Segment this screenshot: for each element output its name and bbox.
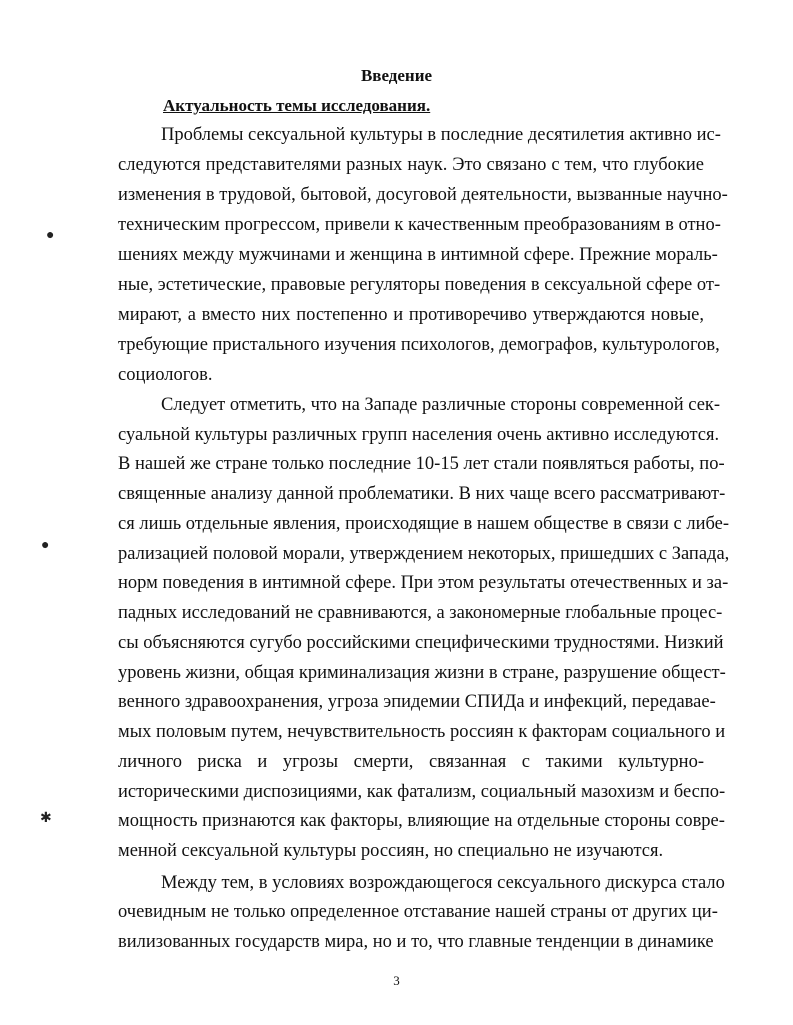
page-number: 3 [393,973,400,988]
text-line: ся лишь отдельные явления, происходящие в нашем обществе в связи с либе- [118,514,730,534]
text-line: уровень жизни, общая криминализация жизни в стране, разрушение общест- [118,663,726,683]
text-line: изменения в трудовой, бытовой, досуговой деятельности, вызванные научно- [118,185,728,205]
page-title: Введение [360,66,433,85]
scan-hole-mark: ● [46,228,55,243]
text-line: Между тем, в условиях возрождающегося сексуального дискурса стало [161,873,725,893]
text-line: падных исследований не сравниваются, а закономерные глобальные процес- [118,603,723,623]
text-line: шениях между мужчинами и женщина в интимной сфере. Прежние мораль- [118,245,718,265]
text-line: Следует отметить, что на Западе различные стороны современной сек- [161,395,721,415]
text-line: личного риска и угрозы смерти, связанная с такими культурно- [118,752,704,772]
text-line: венного здравоохранения, угроза эпидемии СПИДа и инфекций, передавае- [118,692,716,712]
text-line: менной сексуальной культуры россиян, но специально не изучаются. [118,841,664,861]
text-line: сы объясняются сугубо российскими специфическими трудностями. Низкий [118,633,724,653]
text-line: мирают, а вместо них постепенно и противоречиво утверждаются новые, [118,305,704,325]
text-line: мощность признаются как факторы, влияющие на отдельные стороны совре- [118,811,725,831]
text-line: норм поведения в интимной сфере. При этом результаты отечественных и за- [118,573,729,593]
text-line: вилизованных государств мира, но и то, что главные тенденции в динамике [118,932,714,952]
scan-hole-mark: ✱ [40,811,52,826]
scan-hole-mark: ● [41,538,50,553]
text-line: суальной культуры различных групп населения очень активно исследуются. [118,425,720,445]
text-line: ные, эстетические, правовые регуляторы поведения в сексуальной сфере от- [118,275,721,295]
text-line: техническим прогрессом, привели к качественным преобразованиям в отно- [118,215,721,235]
text-line: мых половым путем, нечувствительность россиян к факторам социального и [118,722,726,742]
text-line: рализацией половой морали, утверждением некоторых, пришедших с Запада, [118,544,730,564]
text-line: В нашей же стране только последние 10-15 лет стали появляться работы, по- [118,454,725,474]
section-heading: Актуальность темы исследования. [163,96,431,115]
text-line: требующие пристального изучения психологов, демографов, культурологов, [118,335,720,355]
text-line: Проблемы сексуальной культуры в последние десятилетия активно ис- [161,125,721,145]
text-line: очевидным не только определенное отставание нашей страны от других ци- [118,902,718,922]
text-line: историческими диспозициями, как фатализм, социальный мазохизм и беспо- [118,782,726,802]
text-line: священные анализу данной проблематики. В них чаще всего рассматривают- [118,484,726,504]
text-line: следуются представителями разных наук. Это связано с тем, что глубокие [118,155,704,175]
text-line: социологов. [118,365,213,385]
